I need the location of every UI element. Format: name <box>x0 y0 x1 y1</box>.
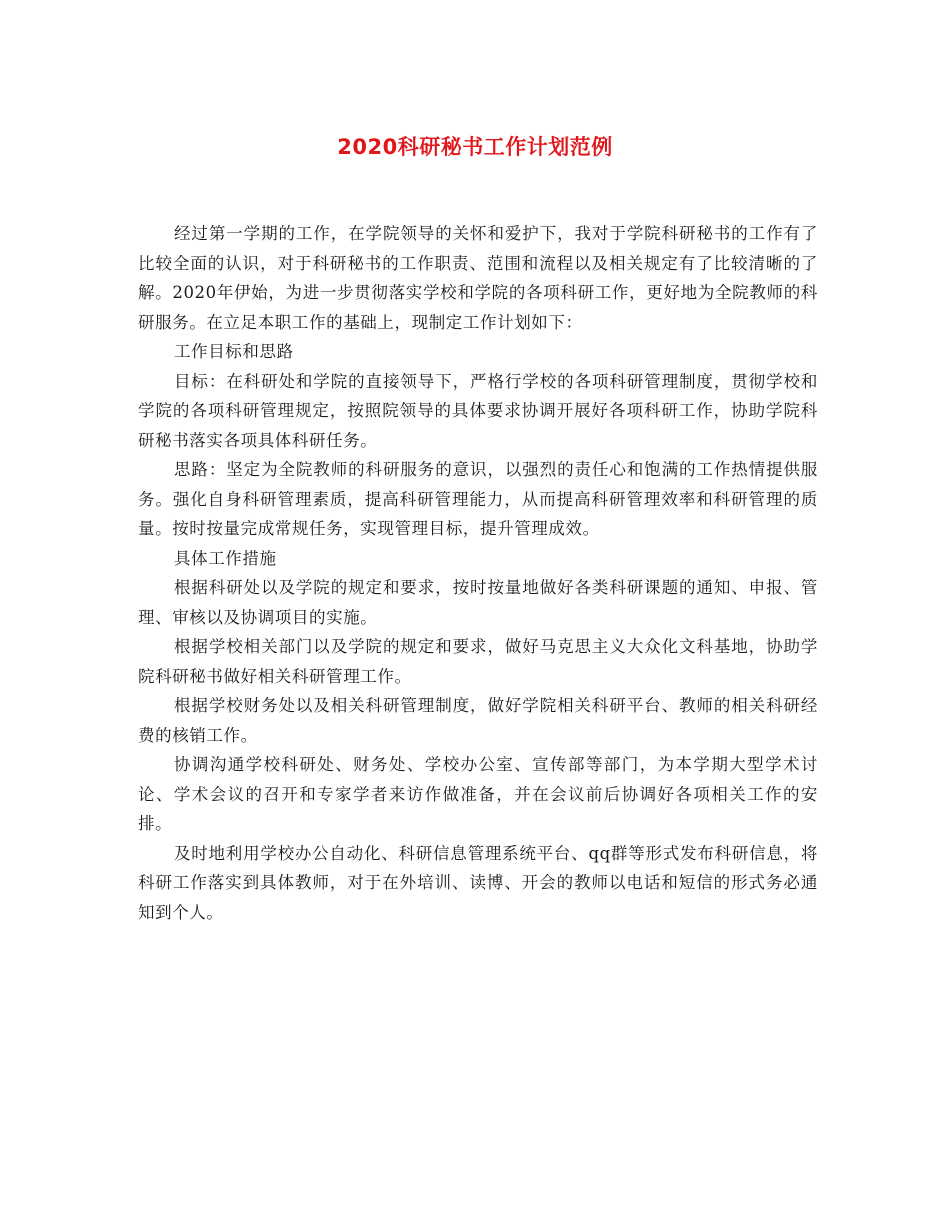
section-heading-measures: 具体工作措施 <box>174 548 277 568</box>
approach-paragraph: 思路：坚定为全院教师的科研服务的意识，以强烈的责任心和饱满的工作热情提供服务。强化自身科研管理素质，提高科研管理能力，从而提高科研管理效率和科研管理的质量。按时按量完成常规任务，实现管理目标，提升管理成效。 <box>138 460 818 538</box>
document-title: 2020科研秘书工作计划范例 <box>337 135 613 159</box>
measure-paragraph: 根据科研处以及学院的规定和要求，按时按量地做好各类科研课题的通知、申报、管理、审核以及协调项目的实施。 <box>138 578 818 627</box>
document-body <box>138 219 818 927</box>
intro-paragraph: 经过第一学期的工作，在学院领导的关怀和爱护下，我对于学院科研秘书的工作有了比较全面的认识，对于科研秘书的工作职责、范围和流程以及相关规定有了比较清晰的了解。2020年伊始，为进一步贯彻落实学校和学院的各项科研工作，更好地为全院教师的科研服务。在立足本职工作的基础上，现制定工作计划如下： <box>138 224 818 332</box>
measure-paragraph: 及时地利用学校办公自动化、科研信息管理系统平台、qq群等形式发布科研信息，将科研工作落实到具体教师，对于在外培训、读博、开会的教师以电话和短信的形式务必通知到个人。 <box>138 843 818 922</box>
measure-paragraph: 协调沟通学校科研处、财务处、学校办公室、宣传部等部门，为本学期大型学术讨论、学术会议的召开和专家学者来访作做准备，并在会议前后协调好各项相关工作的安排。 <box>138 755 818 833</box>
measure-paragraph: 根据学校相关部门以及学院的规定和要求，做好马克思主义大众化文科基地，协助学院科研秘书做好相关科研管理工作。 <box>138 637 818 686</box>
section-heading-goals: 工作目标和思路 <box>174 342 294 361</box>
goal-paragraph: 目标：在科研处和学院的直接领导下，严格行学校的各项科研管理制度，贯彻学校和学院的各项科研管理规定，按照院领导的具体要求协调开展好各项科研工作，协助学院科研秘书落实各项具体科研任务。 <box>138 371 818 450</box>
measure-paragraph: 根据学校财务处以及相关科研管理制度，做好学院相关科研平台、教师的相关科研经费的核销工作。 <box>138 696 818 745</box>
